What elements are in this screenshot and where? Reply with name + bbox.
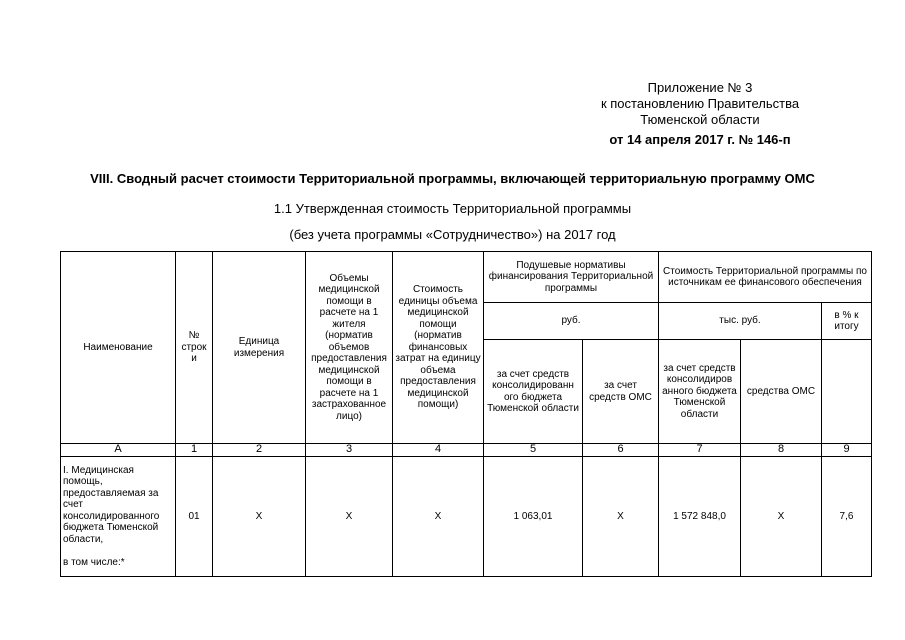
row-percent: 7,6 xyxy=(822,457,872,577)
row-name-cell xyxy=(61,457,176,577)
index-cell: 1 xyxy=(176,444,213,457)
index-cell: 9 xyxy=(822,444,872,457)
index-cell: 4 xyxy=(393,444,484,457)
index-cell: 3 xyxy=(306,444,393,457)
header-name: Наименование xyxy=(61,252,176,444)
row-volume: Х xyxy=(306,457,393,577)
header-percent: в % к итогу xyxy=(822,303,872,340)
column-index-row xyxy=(61,444,872,457)
index-cell: 8 xyxy=(741,444,822,457)
cost-table xyxy=(60,251,872,577)
header-per-capita-oms: за счет средств ОМС xyxy=(583,340,659,444)
row-per-capita-budget: 1 063,01 xyxy=(484,457,583,577)
header-cost-budget: за счет средств консолидиров анного бюджета Тюменской области xyxy=(659,340,741,444)
index-cell: 5 xyxy=(484,444,583,457)
row-unit: Х xyxy=(213,457,306,577)
header-cost-sources: Стоимость Территориальной программы по источникам ее финансового обеспечения xyxy=(659,252,872,303)
row-name: I. Медицинская помощь, предоставляемая за счет консолидированного бюджета Тюменской области, xyxy=(63,464,160,545)
header-volume: Объемы медицинской помощи в расчете на 1 жителя (норматив объемов предоставления медицинской помощи в расчете на 1 застрахованное лицо) xyxy=(306,252,393,444)
section-subtitle-2: (без учета программы «Сотрудничество») на 2017 год xyxy=(289,227,616,242)
appendix-number: Приложение № 3 xyxy=(647,80,753,95)
header-cost-unit: Стоимость единицы объема медицинской помощи (норматив финансовых затрат на единицу объема предоставления медицинской помощи) xyxy=(393,252,484,444)
header-cost-oms: средства ОМС xyxy=(741,340,822,444)
header-per-capita: Подушевые нормативы финансирования Территориальной программы xyxy=(484,252,659,303)
row-cost-budget: 1 572 848,0 xyxy=(659,457,741,577)
header-percent-empty xyxy=(822,340,872,444)
row-cost-unit: Х xyxy=(393,457,484,577)
section-title: VIII. Сводный расчет стоимости Территориальной программы, включающей территориальную программу ОМС xyxy=(90,171,815,186)
row-number: 01 xyxy=(176,457,213,577)
table-row xyxy=(61,457,872,577)
header-per-capita-budget: за счет средств консолидированн ого бюджета Тюменской области xyxy=(484,340,583,444)
header-rub: руб. xyxy=(484,303,659,340)
header-row-no: № строк и xyxy=(176,252,213,444)
index-cell: 2 xyxy=(213,444,306,457)
header-thousand-rub: тыс. руб. xyxy=(659,303,822,340)
row-name-note: в том числе:* xyxy=(63,557,125,568)
appendix-header xyxy=(560,80,840,148)
appendix-date: от 14 апреля 2017 г. № 146-п xyxy=(609,132,791,147)
row-cost-oms: Х xyxy=(741,457,822,577)
row-per-capita-oms: Х xyxy=(583,457,659,577)
index-cell: 6 xyxy=(583,444,659,457)
header-unit: Единица измерения xyxy=(213,252,306,444)
appendix-region: Тюменской области xyxy=(640,112,760,127)
section-subtitle: 1.1 Утвержденная стоимость Территориальной программы xyxy=(273,201,632,216)
index-cell: 7 xyxy=(659,444,741,457)
index-cell: А xyxy=(61,444,176,457)
appendix-decree: к постановлению Правительства xyxy=(600,96,800,111)
